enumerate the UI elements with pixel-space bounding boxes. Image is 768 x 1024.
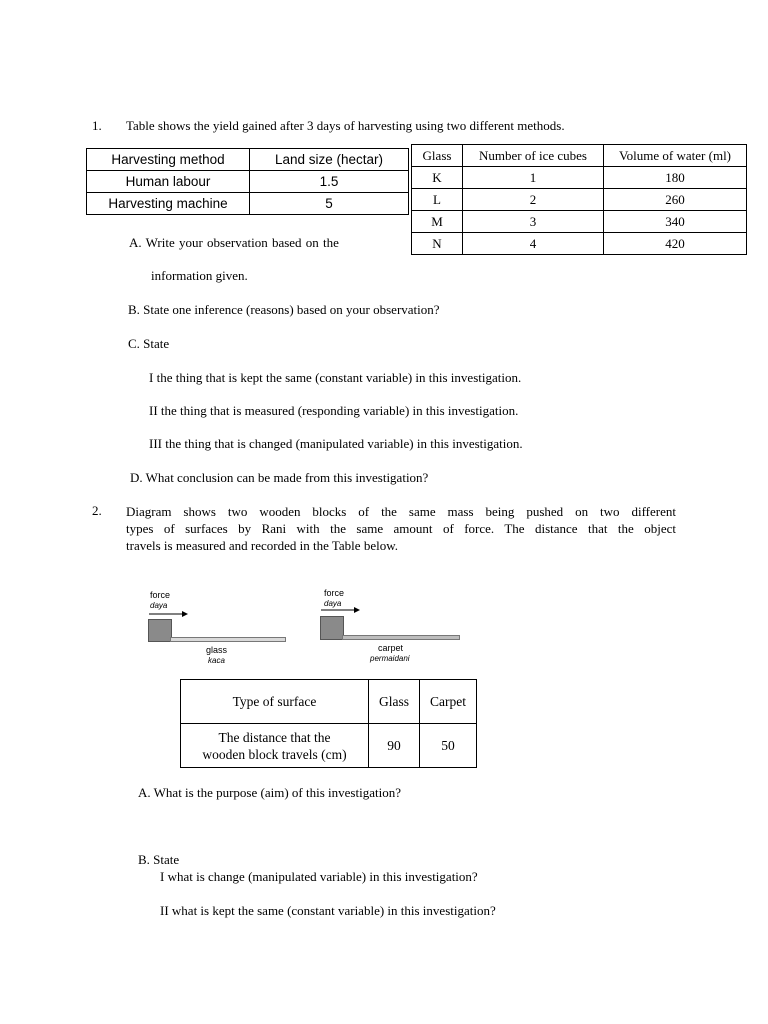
table-header-cell: Land size (hectar) — [250, 149, 409, 171]
question-1-number: 1. — [92, 118, 102, 133]
surface-label: carpet — [378, 643, 404, 653]
diagram-carpet — [318, 584, 463, 668]
table-cell: 3 — [463, 211, 604, 233]
surface-label: glass — [206, 645, 228, 655]
question-2b-ii: II what is kept the same (constant variable) in this investigation? — [160, 903, 496, 918]
table-header-cell: Type of surface — [181, 680, 369, 724]
table-header-cell: Volume of water (ml) — [604, 145, 747, 167]
question-2-intro-line1: Diagram shows two wooden blocks of the same mass being pushed on two different — [126, 504, 676, 519]
table-row — [412, 211, 747, 233]
question-1b: B. State one inference (reasons) based on your observation? — [128, 302, 440, 317]
harvest-table — [86, 148, 409, 215]
table-cell: K — [412, 167, 463, 189]
table-cell: 90 — [369, 724, 420, 768]
table-cell: 5 — [250, 193, 409, 215]
table-row — [412, 233, 747, 255]
table-row — [412, 189, 747, 211]
table-row — [87, 193, 409, 215]
table-cell — [181, 724, 369, 768]
question-2-number: 2. — [92, 503, 102, 518]
table-cell: 340 — [604, 211, 747, 233]
question-1a-line2: information given. — [151, 268, 248, 283]
table-header-cell: Carpet — [420, 680, 477, 724]
force-label: force — [324, 588, 345, 598]
table-row — [412, 167, 747, 189]
arrow-right-icon — [148, 610, 188, 618]
row-label-line2: wooden block travels (cm) — [202, 746, 347, 762]
table-cell: 50 — [420, 724, 477, 768]
surface-table — [180, 679, 477, 768]
arrow-right-icon — [320, 606, 360, 614]
table-row — [412, 145, 747, 167]
table-header-cell: Glass — [369, 680, 420, 724]
carpet-surface — [342, 635, 460, 640]
table-header-cell: Glass — [412, 145, 463, 167]
force-ms-label: daya — [150, 601, 168, 610]
row-label-line1: The distance that the — [218, 729, 331, 745]
question-1a-line1: A. Write your observation based on the — [129, 235, 339, 250]
question-2-intro — [126, 503, 676, 554]
table-cell: Harvesting machine — [87, 193, 250, 215]
question-1-intro: Table shows the yield gained after 3 days of harvesting using two different methods. — [126, 118, 565, 133]
question-1d: D. What conclusion can be made from this investigation? — [130, 470, 429, 485]
glass-table — [411, 144, 747, 255]
table-cell: 1.5 — [250, 171, 409, 193]
question-2-intro-line2: types of surfaces by Rani with the same amount of force. The distance that the object — [126, 521, 676, 536]
table-cell: N — [412, 233, 463, 255]
table-header-cell: Number of ice cubes — [463, 145, 604, 167]
question-2-intro-line3: travels is measured and recorded in the Table below. — [126, 538, 398, 553]
question-2a: A. What is the purpose (aim) of this investigation? — [138, 785, 401, 800]
table-row — [87, 171, 409, 193]
table-row — [87, 149, 409, 171]
question-1c-iii: III the thing that is changed (manipulated variable) in this investigation. — [149, 436, 523, 451]
table-cell: 1 — [463, 167, 604, 189]
force-label: force — [150, 590, 171, 600]
question-2b: B. State — [138, 852, 180, 867]
diagram-glass — [146, 586, 286, 670]
table-row — [181, 724, 477, 768]
surface-ms-label: kaca — [208, 656, 225, 665]
table-header-cell: Harvesting method — [87, 149, 250, 171]
question-2b-i: I what is change (manipulated variable) in this investigation? — [160, 869, 478, 884]
table-cell: 2 — [463, 189, 604, 211]
question-1c-i: I the thing that is kept the same (constant variable) in this investigation. — [149, 370, 522, 385]
force-ms-label: daya — [324, 599, 342, 608]
table-cell: Human labour — [87, 171, 250, 193]
wooden-block — [148, 619, 172, 642]
table-row — [181, 680, 477, 724]
question-1c: C. State — [128, 336, 170, 351]
surface-ms-label: permaidani — [370, 654, 410, 663]
table-cell: M — [412, 211, 463, 233]
table-cell: L — [412, 189, 463, 211]
table-cell: 4 — [463, 233, 604, 255]
question-1c-ii: II the thing that is measured (responding variable) in this investigation. — [149, 403, 519, 418]
wooden-block — [320, 616, 344, 640]
table-cell: 420 — [604, 233, 747, 255]
table-cell: 260 — [604, 189, 747, 211]
glass-surface — [170, 637, 286, 642]
table-cell: 180 — [604, 167, 747, 189]
